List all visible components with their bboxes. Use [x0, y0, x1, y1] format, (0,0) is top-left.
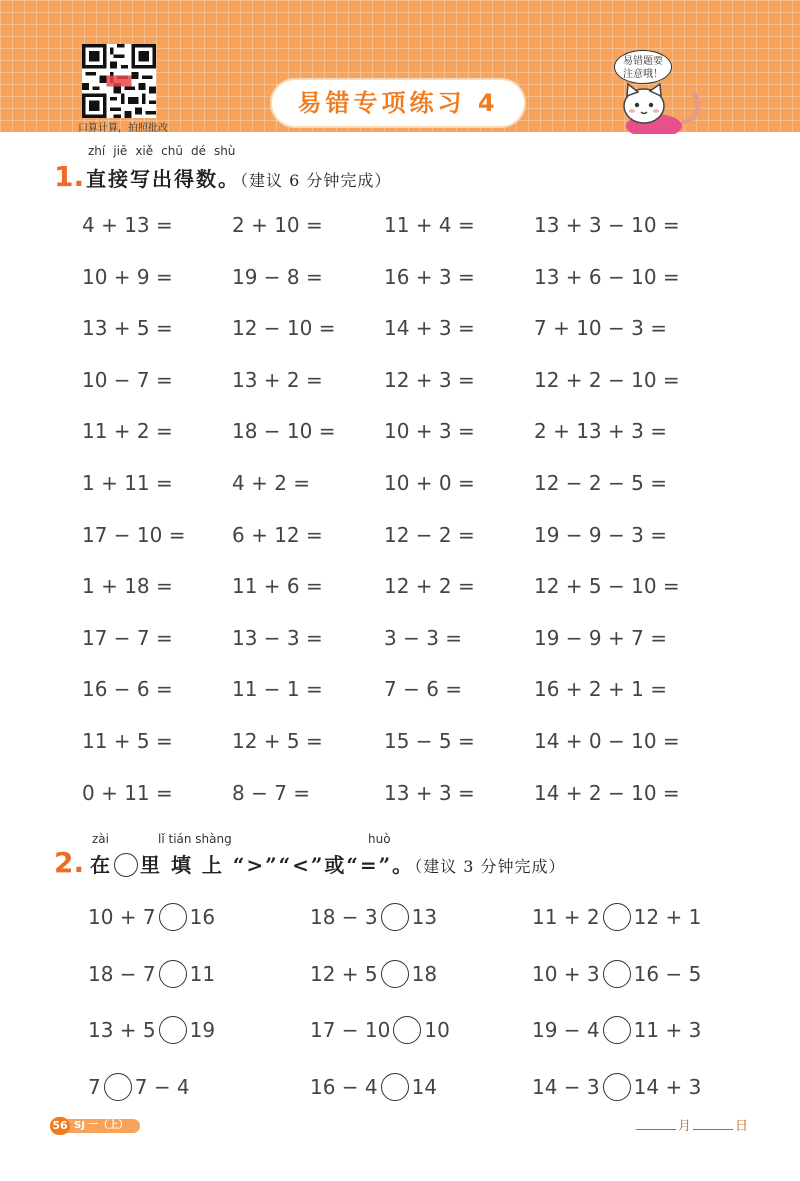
- section1-title: [86, 163, 391, 192]
- pinyin-de: dé: [190, 144, 206, 158]
- comparison-r4-c3: [532, 1073, 701, 1101]
- answer-circle[interactable]: [381, 903, 409, 931]
- problem-r7-c3[interactable]: 12 − 2 =: [384, 522, 475, 547]
- title-banner: [272, 80, 524, 126]
- comparison-r3-c1: [88, 1016, 215, 1044]
- comparison-right: 10: [424, 1018, 450, 1042]
- problem-r5-c1[interactable]: 11 + 2 =: [82, 419, 173, 444]
- problem-r9-c2[interactable]: 13 − 3 =: [232, 625, 323, 650]
- pinyin-xie: xiě: [135, 144, 154, 158]
- speech-bubble: [614, 50, 672, 84]
- problem-r5-c3[interactable]: 10 + 3 =: [384, 419, 475, 444]
- problem-r4-c2[interactable]: 13 + 2 =: [232, 367, 323, 392]
- comparison-right: 11 + 3: [633, 1018, 702, 1042]
- problem-r8-c3[interactable]: 12 + 2 =: [384, 574, 475, 599]
- comparison-right: 19: [189, 1018, 216, 1042]
- section1-number: 1.: [54, 160, 85, 193]
- problem-r10-c4[interactable]: 16 + 2 + 1 =: [534, 677, 667, 702]
- pinyin-jie: jiē: [113, 144, 128, 158]
- answer-circle[interactable]: [159, 1016, 187, 1044]
- comparison-right: 18: [411, 961, 438, 986]
- problem-r11-c3[interactable]: 15 − 5 =: [384, 729, 475, 753]
- month-label: 月: [678, 1119, 692, 1134]
- problem-r1-c2[interactable]: 2 + 10 =: [232, 213, 323, 237]
- comparison-left: 19 − 4: [532, 1018, 600, 1042]
- comparison-right: 16 − 5: [633, 961, 702, 986]
- problem-r6-c3[interactable]: 10 + 0 =: [384, 471, 475, 495]
- problem-r12-c2[interactable]: 8 − 7 =: [232, 780, 311, 805]
- comparison-left: 10 + 7: [88, 905, 156, 929]
- page-title-text: 易错专项练习: [297, 89, 466, 117]
- section2-note: （建议 3 分钟完成）: [414, 857, 566, 876]
- problem-r8-c2[interactable]: 11 + 6 =: [232, 574, 323, 599]
- problem-r3-c4[interactable]: 7 + 10 − 3 =: [534, 316, 667, 341]
- answer-circle[interactable]: [603, 960, 631, 988]
- qr-caption: 口算计算，拍照批改: [78, 123, 168, 134]
- comparison-r4-c2: [310, 1073, 437, 1101]
- problem-r9-c3[interactable]: 3 − 3 =: [384, 625, 463, 650]
- problem-r5-c4[interactable]: 2 + 13 + 3 =: [534, 419, 667, 444]
- problem-r11-c1[interactable]: 11 + 5 =: [82, 729, 173, 753]
- pinyin-zhi: zhí: [88, 144, 106, 158]
- day-blank[interactable]: [693, 1129, 733, 1130]
- problem-r10-c1[interactable]: 16 − 6 =: [82, 677, 173, 702]
- problem-r3-c1[interactable]: 13 + 5 =: [82, 316, 173, 341]
- comparison-left: 13 + 5: [88, 1018, 156, 1042]
- page-number: 56: [50, 1117, 70, 1135]
- comparison-r1-c2: [310, 903, 437, 931]
- page-header: [0, 0, 800, 132]
- problem-r1-c4[interactable]: 13 + 3 − 10 =: [534, 213, 680, 237]
- answer-circle[interactable]: [159, 903, 187, 931]
- comparison-right: 7 − 4: [134, 1074, 190, 1099]
- comparison-r1-c3: [532, 903, 701, 931]
- comparison-r1-c1: [88, 903, 215, 931]
- problem-r11-c4[interactable]: 14 + 0 − 10 =: [534, 729, 680, 753]
- section1-pinyin: [88, 144, 235, 158]
- comparison-r3-c3: [532, 1016, 701, 1044]
- problem-r4-c3[interactable]: 12 + 3 =: [384, 367, 475, 392]
- comparison-right: 16: [189, 905, 216, 929]
- comparison-right: 14: [411, 1074, 438, 1099]
- problem-r3-c3[interactable]: 14 + 3 =: [384, 316, 475, 341]
- problem-r6-c1[interactable]: 1 + 11 =: [82, 471, 173, 495]
- section2-title-part1: 在: [90, 853, 112, 877]
- comparison-left: 16 − 4: [310, 1074, 378, 1099]
- day-label: 日: [735, 1119, 749, 1134]
- comparison-r4-c1: [88, 1073, 190, 1101]
- problem-r8-c4[interactable]: 12 + 5 − 10 =: [534, 574, 680, 599]
- answer-circle[interactable]: [393, 1016, 421, 1044]
- problem-r6-c2[interactable]: 4 + 2 =: [232, 471, 311, 495]
- answer-circle[interactable]: [603, 1016, 631, 1044]
- problem-r10-c3[interactable]: 7 − 6 =: [384, 677, 463, 702]
- comparison-r3-c2: [310, 1016, 450, 1044]
- section2-number: 2.: [54, 846, 85, 879]
- pinyin-shu: shù: [213, 144, 236, 158]
- comparison-left: 10 + 3: [532, 961, 600, 986]
- page-title: [272, 80, 524, 126]
- grade-label: SJ 一（上）: [66, 1119, 140, 1133]
- page-badge: [50, 1117, 142, 1135]
- circle-icon: [114, 853, 138, 877]
- problem-r10-c2[interactable]: 11 − 1 =: [232, 677, 323, 702]
- comparison-left: 12 + 5: [310, 961, 378, 986]
- problem-r1-c3[interactable]: 11 + 4 =: [384, 213, 475, 237]
- problem-r7-c2[interactable]: 6 + 12 =: [232, 522, 323, 547]
- section2-title: [90, 849, 566, 878]
- answer-circle[interactable]: [381, 960, 409, 988]
- problem-r8-c1[interactable]: 1 + 18 =: [82, 574, 173, 599]
- problem-r2-c3[interactable]: 16 + 3 =: [384, 264, 475, 289]
- problem-r12-c1[interactable]: 0 + 11 =: [82, 780, 173, 805]
- problem-r5-c2[interactable]: 18 − 10 =: [232, 419, 336, 444]
- pinyin-zai: zài: [92, 832, 109, 846]
- date-field[interactable]: [634, 1115, 748, 1134]
- problem-r12-c4[interactable]: 14 + 2 − 10 =: [534, 780, 680, 805]
- problem-r11-c2[interactable]: 12 + 5 =: [232, 729, 323, 753]
- answer-circle[interactable]: [381, 1073, 409, 1101]
- problem-r7-c1[interactable]: 17 − 10 =: [82, 522, 186, 547]
- cat-mascot-icon: [614, 82, 704, 134]
- pinyin-huo: huò: [368, 832, 391, 846]
- answer-circle[interactable]: [159, 960, 187, 988]
- problem-r9-c1[interactable]: 17 − 7 =: [82, 625, 173, 650]
- comparison-left: 18 − 3: [310, 905, 378, 929]
- section1-title-text: 直接写出得数。: [86, 167, 240, 191]
- qr-code-icon: [82, 44, 156, 118]
- comparison-r2-c1: [88, 960, 215, 988]
- pinyin-chu: chū: [161, 144, 183, 158]
- section2-title-part2: 里 填 上 “>”“<”或“=”。: [140, 853, 415, 877]
- problem-r2-c2[interactable]: 19 − 8 =: [232, 264, 323, 289]
- problem-r1-c1[interactable]: 4 + 13 =: [82, 213, 173, 237]
- problem-r6-c4[interactable]: 12 − 2 − 5 =: [534, 471, 667, 495]
- comparison-left: 14 − 3: [532, 1074, 600, 1099]
- problem-r4-c1[interactable]: 10 − 7 =: [82, 367, 173, 392]
- problem-r4-c4[interactable]: 12 + 2 − 10 =: [534, 367, 680, 392]
- month-blank[interactable]: [636, 1129, 676, 1130]
- problem-r3-c2[interactable]: 12 − 10 =: [232, 316, 336, 341]
- comparison-right: 13: [411, 905, 438, 929]
- comparison-r2-c3: [532, 960, 701, 988]
- problem-r7-c4[interactable]: 19 − 9 − 3 =: [534, 522, 667, 547]
- comparison-left: 18 − 7: [88, 961, 156, 986]
- comparison-right: 14 + 3: [633, 1074, 702, 1099]
- comparison-left: 17 − 10: [310, 1018, 391, 1042]
- comparison-right: 12 + 1: [633, 905, 702, 929]
- page-title-number: 4: [477, 89, 499, 117]
- answer-circle[interactable]: [104, 1073, 132, 1101]
- bubble-line-2: 注意哦！: [623, 69, 663, 80]
- bubble-line-1: 易错题要: [623, 56, 663, 67]
- comparison-left: 7: [88, 1074, 101, 1099]
- qr-code[interactable]: [82, 44, 156, 118]
- problem-r2-c1[interactable]: 10 + 9 =: [82, 264, 173, 289]
- problem-r12-c3[interactable]: 13 + 3 =: [384, 780, 475, 805]
- pinyin-li-tian-shang: lǐ tián shàng: [158, 832, 232, 846]
- answer-circle[interactable]: [603, 1073, 631, 1101]
- comparison-r2-c2: [310, 960, 437, 988]
- answer-circle[interactable]: [603, 903, 631, 931]
- section1-note: （建议 6 分钟完成）: [240, 171, 392, 190]
- problem-r2-c4[interactable]: 13 + 6 − 10 =: [534, 264, 680, 289]
- problem-r9-c4[interactable]: 19 − 9 + 7 =: [534, 625, 667, 650]
- comparison-left: 11 + 2: [532, 905, 600, 929]
- comparison-right: 11: [189, 961, 216, 986]
